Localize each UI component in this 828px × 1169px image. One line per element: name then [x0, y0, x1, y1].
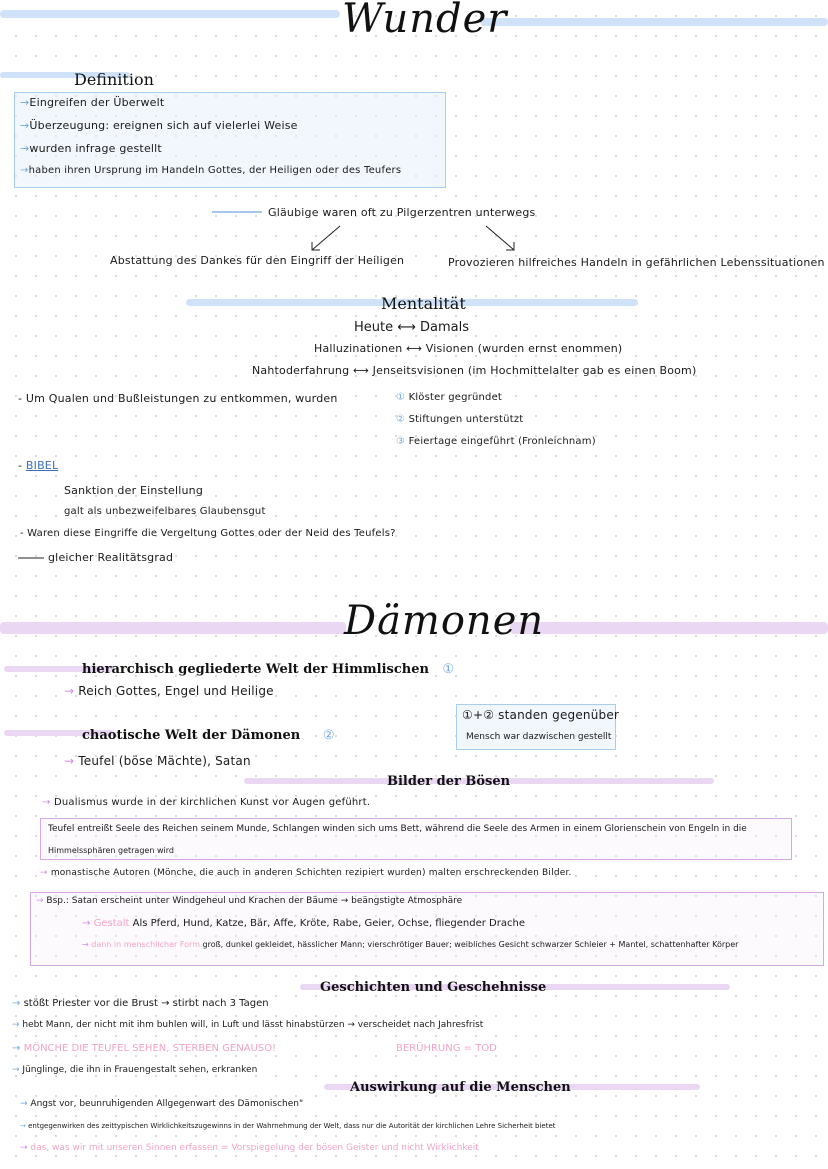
- bibel-label: - BIBEL: [18, 459, 59, 472]
- arrow-icon: →: [20, 142, 30, 155]
- arrow-icon: →: [20, 165, 29, 176]
- moenche-line: → MÖNCHE DIE TEUFEL SEHEN, STERBEN GENAUSO!: [12, 1043, 277, 1054]
- halluzinationen-row: Halluzinationen ⟷ Visionen (wurden ernst enommen): [314, 342, 623, 355]
- bilder-heading: Bilder der Bösen: [387, 774, 511, 789]
- numbered-item: ① Klöster gegründet: [396, 392, 503, 403]
- bsp-line: → Bsp.: Satan erscheint unter Windgeheul und Krachen der Bäume → beängstigte Atmosphäre: [36, 896, 463, 906]
- mentalitaet-heading: Mentalität: [381, 294, 466, 313]
- arrow-icon: →: [20, 119, 30, 132]
- pilgrim-right: Provozieren hilfreiches Handeln in gefährlichen Lebenssituationen: [448, 256, 825, 269]
- numbered-item: ③ Feiertage eingeführt (Fronleichnam): [396, 436, 596, 447]
- qualen-line: - Um Qualen und Bußleistungen zu entkommen, wurden: [18, 392, 338, 405]
- arrow-icon: →: [20, 1143, 28, 1153]
- chaos-sub: → Teufel (böse Mächte), Satan: [64, 754, 251, 768]
- bibel-sub: Sanktion der Einstellung: [64, 484, 204, 497]
- arrow-icon: →: [40, 868, 48, 878]
- definition-heading: Definition: [74, 70, 154, 89]
- geschichten-heading: Geschichten und Geschehnisse: [320, 980, 547, 995]
- himmel-heading: hierarchisch gegliederte Welt der Himmlischen ①: [82, 662, 455, 677]
- arrow-icon: →: [20, 1122, 26, 1130]
- bibel-sub: galt als unbezweifelbares Glaubensgut: [64, 506, 266, 517]
- chaos-heading: chaotische Welt der Dämonen ②: [82, 728, 335, 743]
- arrow-icon: →: [12, 1065, 20, 1075]
- teufel-box-line2: Himmelssphären getragen wird: [48, 846, 174, 855]
- definition-item: →Eingreifen der Überwelt: [20, 96, 165, 109]
- definition-item: →Überzeugung: ereignen sich auf vielerlei Weise: [20, 119, 298, 132]
- daemonen-bar-right: [510, 622, 828, 634]
- mensch-line: → dann in menschlicher Form groß, dunkel gekleidet, hässlicher Mann; vierschrötiger Bauer; weibliches Gesicht schwarzer Schleier + Mantel, schattenhafter Körper: [82, 940, 739, 949]
- page-title: Wunder: [342, 0, 508, 42]
- arrow-icon: →: [64, 754, 75, 768]
- juenglinge-line: → Jünglinge, die ihn in Frauengestalt sehen, erkranken: [12, 1065, 258, 1075]
- geschichten-item: → hebt Mann, der nicht mit ihm buhlen will, in Luft und lässt hinabstürzen → verscheidet nach Jahresfrist: [12, 1020, 484, 1030]
- auswirkung-heading: Auswirkung auf die Menschen: [350, 1080, 571, 1095]
- auswirkung-item: → Angst vor, beunruhigenden Allgegenwart des Dämonischen": [20, 1099, 304, 1109]
- arrow-icon: →: [20, 1099, 28, 1109]
- answer-line: gleicher Realitätsgrad: [48, 551, 174, 564]
- arrow-icon: →: [36, 896, 44, 906]
- definition-item: →haben ihren Ursprung im Handeln Gottes, der Heiligen oder des Teufers: [20, 165, 402, 176]
- gestalt-line: → Gestalt Als Pferd, Hund, Katze, Bär, Affe, Kröte, Rabe, Geier, Ochse, fliegender Drache: [82, 918, 525, 929]
- question-line: - Waren diese Eingriffe die Vergeltung Gottes oder der Neid des Teufels?: [20, 528, 396, 539]
- monastische-line: → monastische Autoren (Mönche, die auch in anderen Schichten rezipiert wurden) malten erschreckenden Bilder.: [40, 868, 572, 878]
- auswirkung-item: → das, was wir mit unseren Sinnen erfassen = Vorspiegelung der bösen Geister und nicht Wirklichkeit: [20, 1143, 479, 1153]
- arrow-icon: →: [12, 1043, 21, 1054]
- arrow-icon: →: [42, 797, 51, 808]
- auswirkung-item: → entgegenwirken des zeittypischen Wirklichkeitszugewinns in der Wahrnehmung der Welt, dass nur die Autorität der kirchlichen Lehre Sicherheit bietet: [20, 1122, 556, 1130]
- teufel-box-line1: Teufel entreißt Seele des Reichen seinem Munde, Schlangen winden sich ums Bett, während die Seele des Armen in einem Glorienschein von Engeln in die: [48, 824, 747, 834]
- gegenueber-line2: Mensch war dazwischen gestellt: [466, 732, 612, 742]
- pilgrim-center: Gläubige waren oft zu Pilgerzentren unterwegs: [268, 206, 536, 219]
- daemonen-bar-left: [0, 622, 346, 634]
- nahtod-row: Nahtoderfahrung ⟷ Jenseitsvisionen (im Hochmittelalter gab es einen Boom): [252, 364, 697, 377]
- beruehrung-text: BERÜHRUNG = TOD: [396, 1043, 497, 1054]
- dualismus-line: → Dualismus wurde in der kirchlichen Kunst vor Augen geführt.: [42, 797, 371, 808]
- numbered-item: ② Stiftungen unterstützt: [396, 414, 524, 425]
- himmel-sub: → Reich Gottes, Engel und Heilige: [64, 684, 274, 698]
- arrow-icon: →: [12, 1020, 20, 1030]
- arrow-icon: →: [64, 684, 75, 698]
- definition-item: →wurden infrage gestellt: [20, 142, 162, 155]
- geschichten-item: → stößt Priester vor die Brust → stirbt nach 3 Tagen: [12, 998, 269, 1009]
- arrow-icon: →: [20, 96, 30, 109]
- arrow-icon: →: [12, 998, 21, 1009]
- daemonen-title: Dämonen: [344, 598, 545, 644]
- gegenueber-line1: ①+② standen gegenüber: [462, 708, 620, 722]
- arrow-icon: →: [82, 940, 89, 949]
- pilgrim-left: Abstattung des Dankes für den Eingriff der Heiligen: [110, 254, 405, 267]
- heute-damals-row: Heute ⟷ Damals: [354, 320, 470, 335]
- arrow-icon: →: [82, 918, 91, 929]
